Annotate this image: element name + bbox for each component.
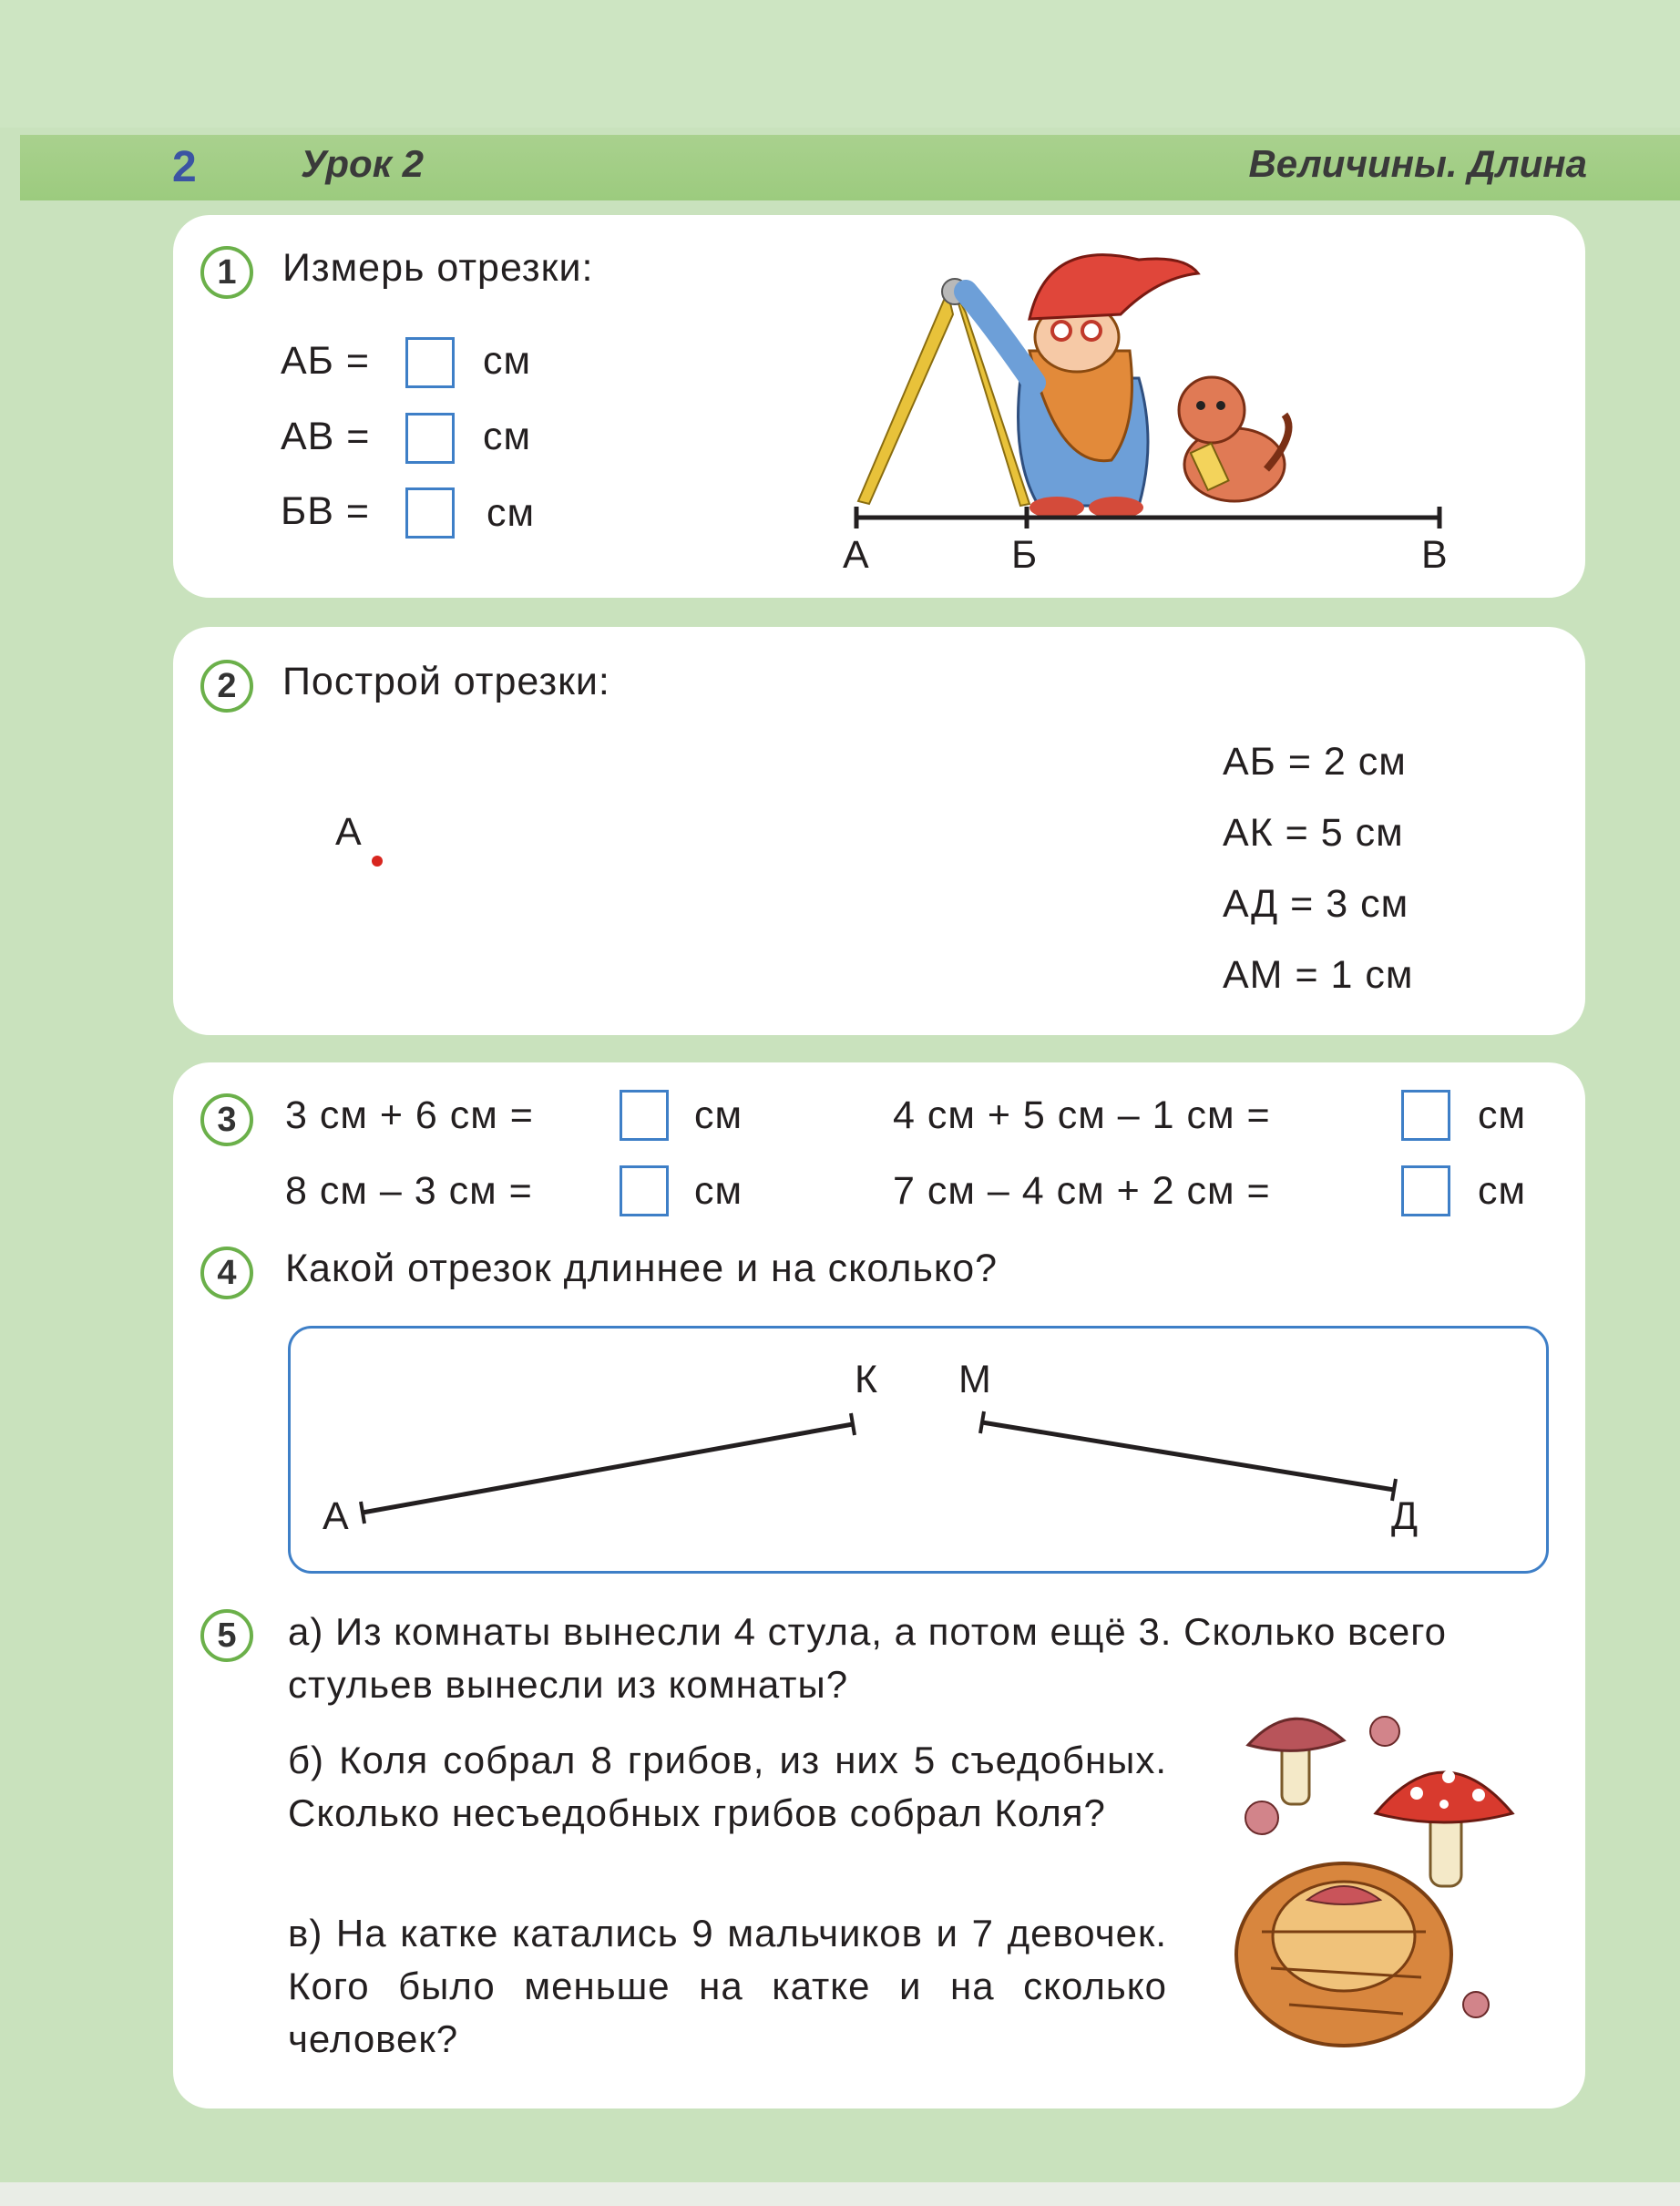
expression: 3 см + 6 см = (285, 1093, 534, 1137)
task1-row-label: АБ = (281, 339, 370, 383)
answer-box[interactable] (1401, 1165, 1450, 1216)
task4-label: А (323, 1494, 350, 1538)
unit-label: см (1478, 1169, 1527, 1213)
unit-label: см (483, 415, 532, 458)
mushroom-basket-illustration (1225, 1704, 1526, 2068)
task4-label: К (855, 1358, 879, 1401)
page-number: 2 (172, 143, 197, 191)
task4-label: М (958, 1358, 992, 1401)
answer-box[interactable] (620, 1165, 669, 1216)
answer-box[interactable] (405, 337, 455, 388)
expression: 7 см – 4 см + 2 см = (893, 1169, 1271, 1213)
gnome-illustration (838, 241, 1312, 524)
lesson-title: Урок 2 (301, 142, 425, 185)
segment-spec: АД = 3 см (1223, 882, 1409, 926)
expression: 8 см – 3 см = (285, 1169, 533, 1213)
task2-number: 2 (200, 660, 253, 713)
expression: 4 см + 5 см – 1 см = (893, 1093, 1271, 1137)
answer-box[interactable] (1401, 1090, 1450, 1141)
problem-b: б) Коля собрал 8 грибов, из них 5 съедобных. Сколько несъедобных грибов собрал Коля? (288, 1739, 1167, 1834)
answer-box[interactable] (620, 1090, 669, 1141)
answer-box[interactable] (405, 487, 455, 539)
lesson-header (20, 135, 1680, 200)
task1-row-label: АВ = (281, 415, 371, 458)
problem-c: в) На катке катались 9 мальчиков и 7 девочек. Кого было меньше на катке и на сколько человек? (288, 1912, 1167, 2060)
page-top-margin (0, 0, 1680, 128)
segment-spec: АМ = 1 см (1223, 953, 1414, 997)
task4-prompt: Какой отрезок длиннее и на сколько? (285, 1247, 999, 1290)
segment-label: В (1421, 533, 1449, 577)
task1-segment (847, 501, 1467, 583)
segment-spec: АК = 5 см (1223, 811, 1404, 855)
unit-label: см (483, 339, 532, 383)
segment-spec: АБ = 2 см (1223, 740, 1407, 784)
point-a-dot[interactable] (372, 856, 383, 867)
topic-title: Величины. Длина (1248, 142, 1587, 185)
task1-row-label: БВ = (281, 489, 370, 533)
point-label: А (335, 810, 363, 854)
task3-number: 3 (200, 1093, 253, 1146)
task4-label: Д (1391, 1494, 1419, 1538)
problem-a: а) Из комнаты вынесли 4 стула, а потом ещё 3. Сколько всего стульев вынесли из комнаты? (288, 1610, 1447, 1706)
unit-label: см (694, 1169, 743, 1213)
task1-prompt: Измерь отрезки: (282, 246, 594, 290)
answer-box[interactable] (405, 413, 455, 464)
task2-prompt: Построй отрезки: (282, 660, 610, 703)
segment-label: Б (1011, 533, 1039, 577)
unit-label: см (694, 1093, 743, 1137)
segment-label: А (843, 533, 870, 577)
unit-label: см (1478, 1093, 1527, 1137)
task5-number: 5 (200, 1609, 253, 1662)
page-bottom-edge (0, 2182, 1680, 2206)
unit-label: см (487, 491, 536, 535)
task4-segments (288, 1326, 1549, 1574)
task1-number: 1 (200, 246, 253, 299)
task4-number: 4 (200, 1247, 253, 1299)
